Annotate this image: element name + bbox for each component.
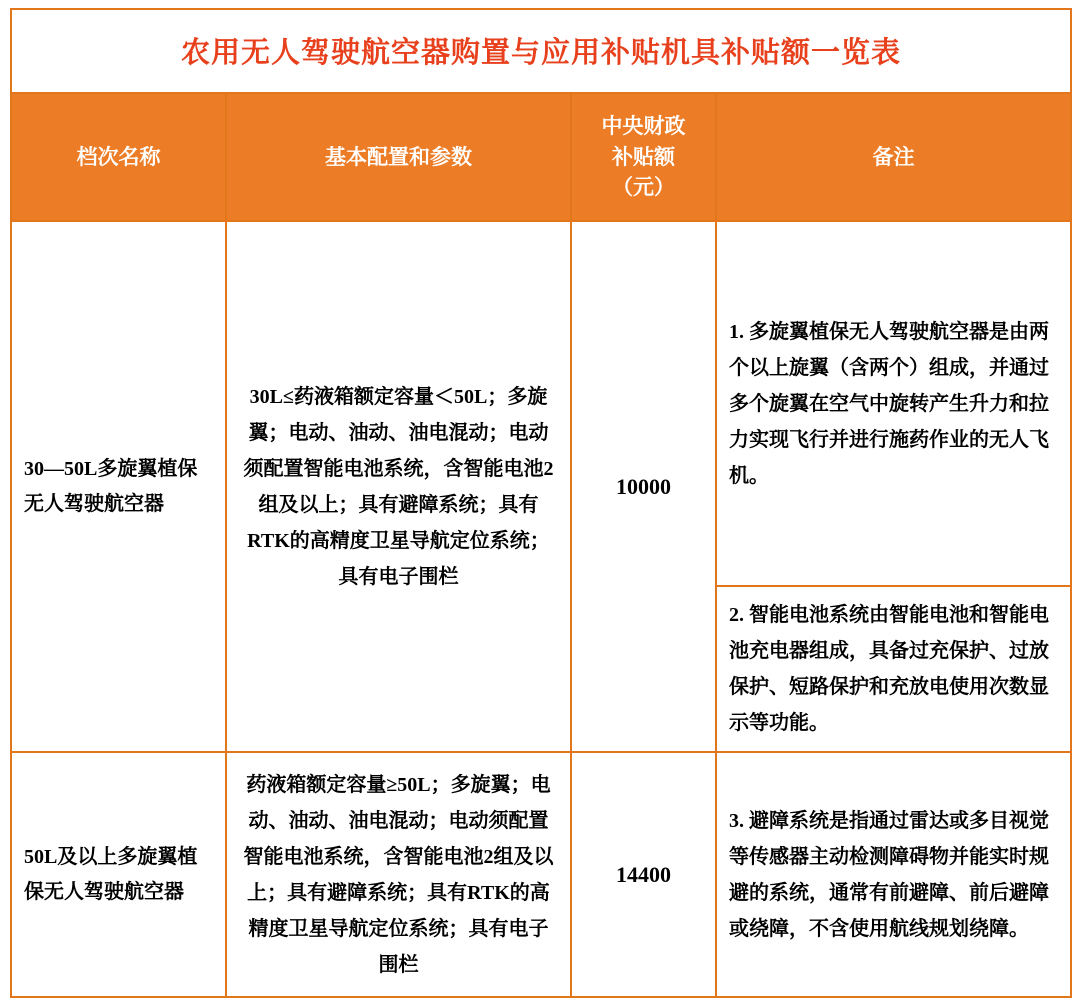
column-header-amount-line2: 补贴额 (612, 144, 675, 169)
column-header-remark: 备注 (716, 93, 1071, 221)
row-remark-cell: 1. 多旋翼植保无人驾驶航空器是由两个以上旋翼（含两个）组成，并通过多个旋翼在空气中旋转产生升力和拉力实现飞行并进行施药作业的无人飞机。 (716, 221, 1071, 586)
column-header-amount-line3: （元） (612, 175, 675, 200)
column-header-spec: 基本配置和参数 (226, 93, 571, 221)
row-remark-cell: 3. 避障系统是指通过雷达或多目视觉等传感器主动检测障碍物并能实时规避的系统，通常有前避障、前后避障或绕障，不含使用航线规划绕障。 (716, 752, 1071, 997)
title-row (11, 9, 1071, 93)
row-spec-cell: 药液箱额定容量≥50L；多旋翼；电动、油动、油电混动；电动须配置智能电池系统，含智能电池2组及以上；具有避障系统；具有RTK的高精度卫星导航定位系统；具有电子围栏 (226, 752, 571, 997)
table-header-row (11, 93, 1071, 221)
row-name-cell: 50L及以上多旋翼植保无人驾驶航空器 (11, 752, 226, 997)
table-row (11, 752, 1071, 997)
subsidy-table (10, 8, 1072, 998)
row-remark-cell: 2. 智能电池系统由智能电池和智能电池充电器组成，具备过充保护、过放保护、短路保护和充放电使用次数显示等功能。 (716, 586, 1071, 752)
column-header-name: 档次名称 (11, 93, 226, 221)
page-title: 农用无人驾驶航空器购置与应用补贴机具补贴额一览表 (11, 9, 1071, 93)
column-header-amount-line1: 中央财政 (601, 114, 686, 139)
column-header-amount (571, 93, 716, 221)
row-amount-cell: 14400 (571, 752, 716, 997)
row-name-cell: 30—50L多旋翼植保无人驾驶航空器 (11, 221, 226, 752)
row-spec-cell: 30L≤药液箱额定容量＜50L；多旋翼；电动、油动、油电混动；电动须配置智能电池系统，含智能电池2组及以上；具有避障系统；具有RTK的高精度卫星导航定位系统；具有电子围栏 (226, 221, 571, 752)
table-row (11, 221, 1071, 586)
row-amount-cell: 10000 (571, 221, 716, 752)
